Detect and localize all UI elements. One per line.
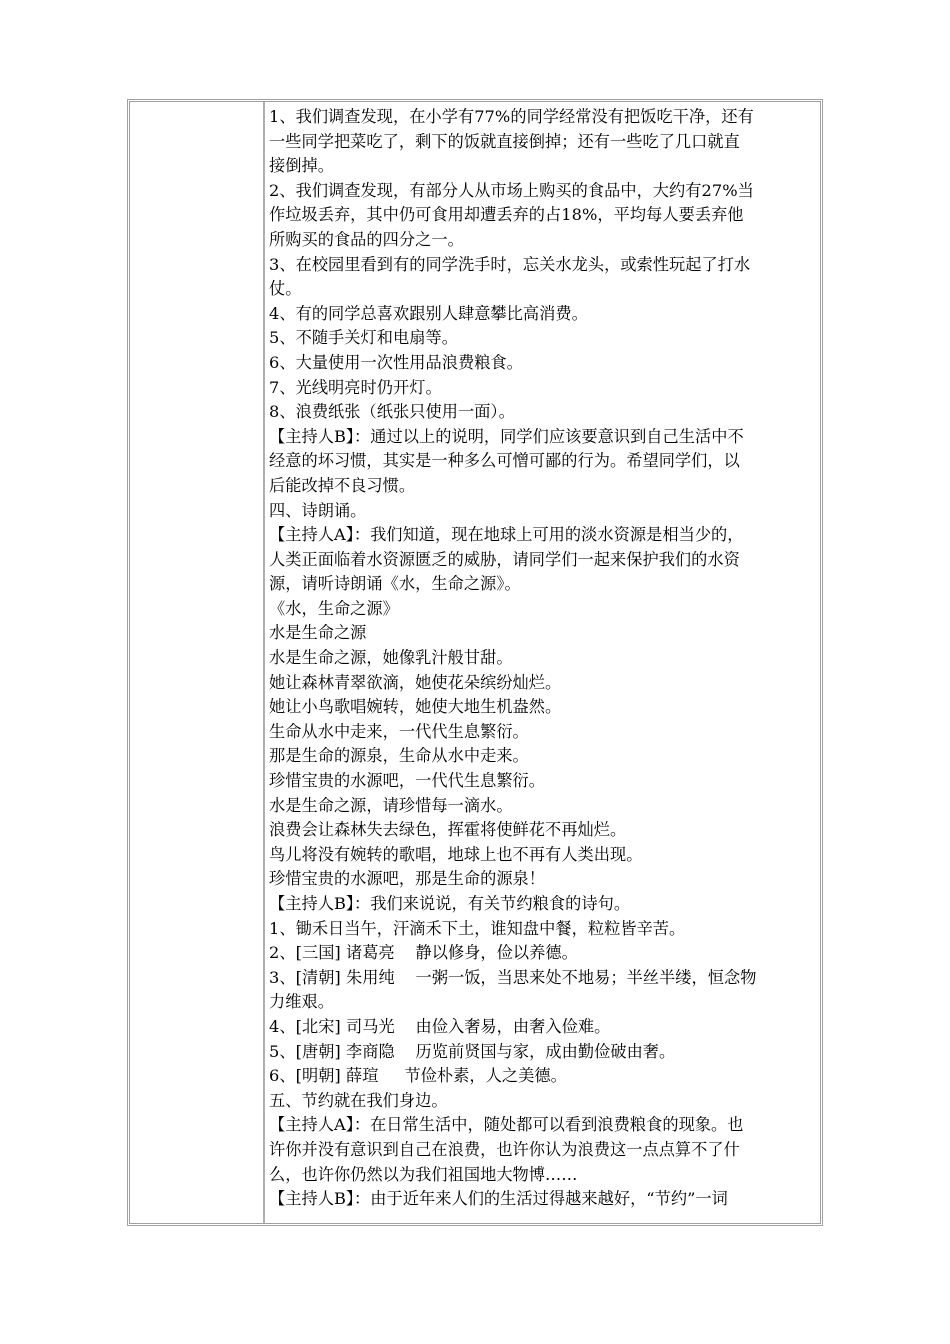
text-line: 许你并没有意识到自己在浪费，也许你认为浪费这一点点算不了什 [269, 1139, 740, 1159]
text-line: 源，请听诗朗诵《水，生命之源》。 [269, 574, 521, 594]
text-line: 5、[唐朝] 李商隐 历览前贤国与家，成由勤俭破由奢。 [269, 1041, 676, 1061]
text-line: 7、光线明亮时仍开灯。 [269, 377, 442, 397]
text-line: 【主持人A】：我们知道，现在地球上可用的淡水资源是相当少的， [269, 525, 744, 545]
text-line: 人类正面临着水资源匮乏的威胁，请同学们一起来保护我们的水资 [269, 549, 740, 569]
text-line: 珍惜宝贵的水源吧，那是生命的源泉！ [269, 869, 546, 889]
text-line: 6、大量使用一次性用品浪费粮食。 [269, 352, 523, 372]
text-line: 【主持人A】：在日常生活中，随处都可以看到浪费粮食的现象。也 [269, 1115, 744, 1135]
text-line: 8、浪费纸张（纸张只使用一面）。 [269, 402, 515, 422]
text-line: 5、不随手关灯和电扇等。 [269, 328, 458, 348]
text-line: 珍惜宝贵的水源吧，一代代生息繁衍。 [269, 771, 546, 791]
text-line: 生命从水中走来，一代代生息繁衍。 [269, 721, 529, 741]
text-line: 鸟儿将没有婉转的歌唱，地球上也不再有人类出现。 [269, 844, 643, 864]
text-line: 3、在校园里看到有的同学洗手时，忘关水龙头，或索性玩起了打水 [269, 254, 751, 274]
left-column-cell [130, 102, 265, 1223]
content-cell [265, 102, 820, 1223]
text-line: 3、[清朝] 朱用纯 一粥一饭，当思来处不地易；半丝半缕，恒念物 [269, 967, 757, 987]
text-line: 2、[三国] 诸葛亮 静以修身，俭以养德。 [269, 943, 578, 963]
text-line: 五、节约就在我们身边。 [269, 1090, 448, 1110]
text-line: 【主持人B】：我们来说说，有关节约粮食的诗句。 [269, 894, 631, 913]
text-line: 4、有的同学总喜欢跟别人肆意攀比高消费。 [269, 303, 588, 323]
text-line: 一些同学把菜吃了，剩下的饭就直接倒掉；还有一些吃了几口就直 [269, 131, 740, 151]
text-line: 经意的坏习惯，其实是一种多么可憎可鄙的行为。希望同学们，以 [269, 451, 740, 471]
text-line: 她让森林青翠欲滴，她使花朵缤纷灿烂。 [269, 672, 562, 692]
text-line: 6、[明朝] 薛瑄 节俭朴素，人之美德。 [269, 1066, 567, 1086]
text-line: 么，也许你仍然以为我们祖国地大物博…… [269, 1164, 578, 1184]
text-line: 仗。 [269, 279, 302, 299]
document-table [127, 99, 823, 1226]
text-line: 水是生命之源，请珍惜每一滴水。 [269, 795, 513, 815]
text-line: 她让小鸟歌唱婉转，她使大地生机盎然。 [269, 697, 562, 717]
text-line: 水是生命之源，她像乳汁般甘甜。 [269, 648, 513, 668]
text-line: 1、我们调查发现，在小学有77%的同学经常没有把饭吃干净，还有 [269, 107, 754, 126]
text-line: 力维艰。 [269, 992, 334, 1012]
text-line: 《水，生命之源》 [269, 598, 399, 618]
text-line: 1、锄禾日当午，汗滴禾下土，谁知盘中餐，粒粒皆辛苦。 [269, 918, 686, 938]
text-line: 2、我们调查发现，有部分人从市场上购买的食品中，大约有27%当 [269, 180, 754, 200]
text-line: 水是生命之源 [269, 623, 367, 643]
text-line: 【主持人B】：通过以上的说明，同学们应该要意识到自己生活中不 [269, 426, 744, 446]
text-line: 4、[北宋] 司马光 由俭入奢易，由奢入俭难。 [269, 1016, 611, 1036]
text-line: 【主持人B】：由于近年来人们的生活过得越来越好，“节约”一词 [269, 1189, 728, 1209]
text-line: 四、诗朗诵。 [269, 500, 367, 520]
text-line: 那是生命的源泉，生命从水中走来。 [269, 746, 529, 766]
text-line: 所购买的食品的四分之一。 [269, 229, 464, 249]
text-line: 接倒掉。 [269, 156, 334, 176]
text-line: 浪费会让森林失去绿色，挥霍将使鲜花不再灿烂。 [269, 820, 627, 840]
text-line: 后能改掉不良习惯。 [269, 475, 416, 495]
text-line: 作垃圾丢弃，其中仍可食用却遭丢弃的占18%，平均每人要丢弃他 [269, 205, 744, 225]
